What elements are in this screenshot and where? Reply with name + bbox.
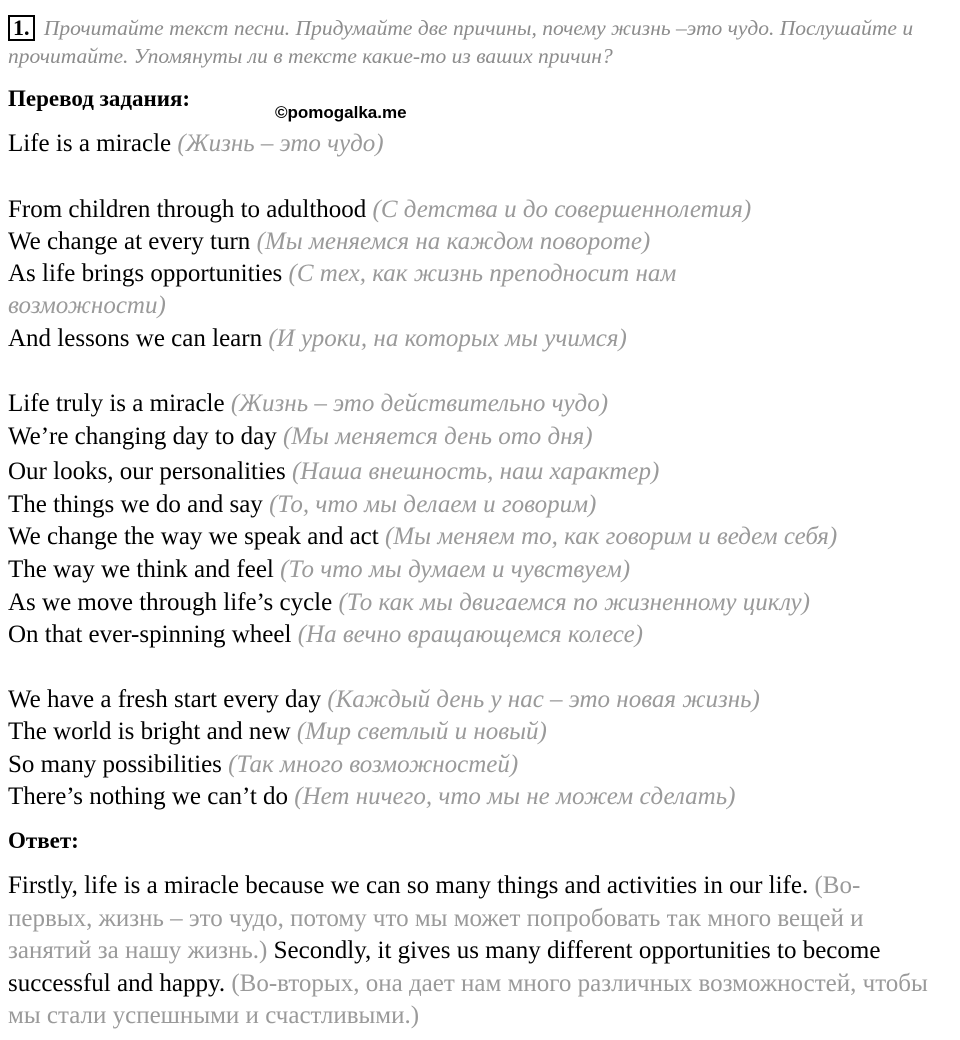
song-line <box>8 521 837 553</box>
song-line-en: We have a fresh start every day <box>8 686 322 713</box>
song-line-ru: (Мир светлый и новый) <box>296 718 547 745</box>
song-line-ru: (Мы меняемся на каждом повороте) <box>256 228 651 255</box>
song-line <box>8 388 608 420</box>
song-line-ru: (Каждый день у нас – это новая жизнь) <box>327 686 760 713</box>
song-line <box>8 456 659 488</box>
answer-heading: Ответ: <box>8 828 79 853</box>
song-line-ru: (То, что мы делаем и говорим) <box>269 491 597 518</box>
song-line-en: As life brings opportunities <box>8 260 283 287</box>
task-number: 1. <box>8 15 35 41</box>
song-line-ru: (С детства и до совершеннолетия) <box>372 196 752 223</box>
song-line <box>8 554 630 586</box>
answer-first-reason-en: Firstly, life is a miracle because we can so many things and activities in our life. <box>8 872 809 899</box>
song-line-en: The world is bright and new <box>8 718 291 745</box>
answer-second-reason-ru: (Во-вторых, она дает нам много различных возможностей, чтобы мы стали успешными и счастливыми.) <box>8 969 928 1029</box>
song-line <box>8 421 593 453</box>
translation-heading: Перевод задания: <box>8 86 191 111</box>
song-line <box>8 587 810 619</box>
song-line <box>8 619 643 651</box>
song-line-ru: (С тех, как жизнь преподносит нам возможности) <box>8 260 677 319</box>
song-line-ru: (Наша внешность, наш характер) <box>291 458 660 485</box>
song-line-en: Our looks, our personalities <box>8 458 286 485</box>
song-line-ru: (На вечно вращающемся колесе) <box>297 621 643 648</box>
song-line <box>8 749 518 781</box>
song-title-ru: (Жизнь – это чудо) <box>177 130 384 157</box>
song-line-ru: (Нет ничего, что мы не можем сделать) <box>294 783 736 810</box>
song-line-en: There’s nothing we can’t do <box>8 783 289 810</box>
song-line-en: On that ever-spinning wheel <box>8 621 292 648</box>
song-line <box>8 716 547 748</box>
song-line-en: The things we do and say <box>8 491 263 518</box>
song-line-en: We’re changing day to day <box>8 423 277 450</box>
song-line-en: And lessons we can learn <box>8 325 263 352</box>
song-line-en: We change at every turn <box>8 228 251 255</box>
watermark-text: ©pomogalka.me <box>275 103 407 122</box>
song-line-en: From children through to adulthood <box>8 196 367 223</box>
song-line-ru: (То что мы думаем и чувствуем) <box>280 556 631 583</box>
answer-paragraph <box>8 870 943 1033</box>
song-line-en: So many possibilities <box>8 751 222 778</box>
answer-second-reason-en: Secondly, it gives us many different opportunities to become successful and happy. <box>8 937 881 997</box>
song-line-en: Life truly is a miracle <box>8 390 225 417</box>
song-line-en: We change the way we speak and act <box>8 523 379 550</box>
song-line-en: The way we think and feel <box>8 556 274 583</box>
song-line <box>8 226 650 258</box>
song-line-ru: (То как мы двигаемся по жизненному циклу) <box>338 589 810 616</box>
song-line <box>8 323 627 355</box>
song-line <box>8 781 735 813</box>
song-title-line <box>8 128 384 160</box>
answer-first-reason-ru: (Во-первых, жизнь – это чудо, потому что мы может попробовать так много вещей и занятий за нашу жизнь.) <box>8 872 864 964</box>
song-line <box>8 684 760 716</box>
song-line-ru: (И уроки, на которых мы учимся) <box>268 325 627 352</box>
song-title-en: Life is a miracle <box>8 130 172 157</box>
task-instruction <box>8 14 948 70</box>
song-line <box>8 489 596 521</box>
song-line <box>8 258 788 322</box>
song-line-ru: (Так много возможностей) <box>228 751 519 778</box>
task-text: Прочитайте текст песни. Придумайте две причины, почему жизнь –это чудо. Послушайте и прочитайте. Упомянуты ли в тексте какие-то из ваших причин? <box>8 16 914 68</box>
song-line <box>8 194 751 226</box>
song-line-ru: (Мы меняем то, как говорим и ведем себя) <box>384 523 838 550</box>
song-line-en: As we move through life’s cycle <box>8 589 333 616</box>
song-line-ru: (Мы меняется день ото дня) <box>282 423 593 450</box>
song-line-ru: (Жизнь – это действительно чудо) <box>230 390 609 417</box>
